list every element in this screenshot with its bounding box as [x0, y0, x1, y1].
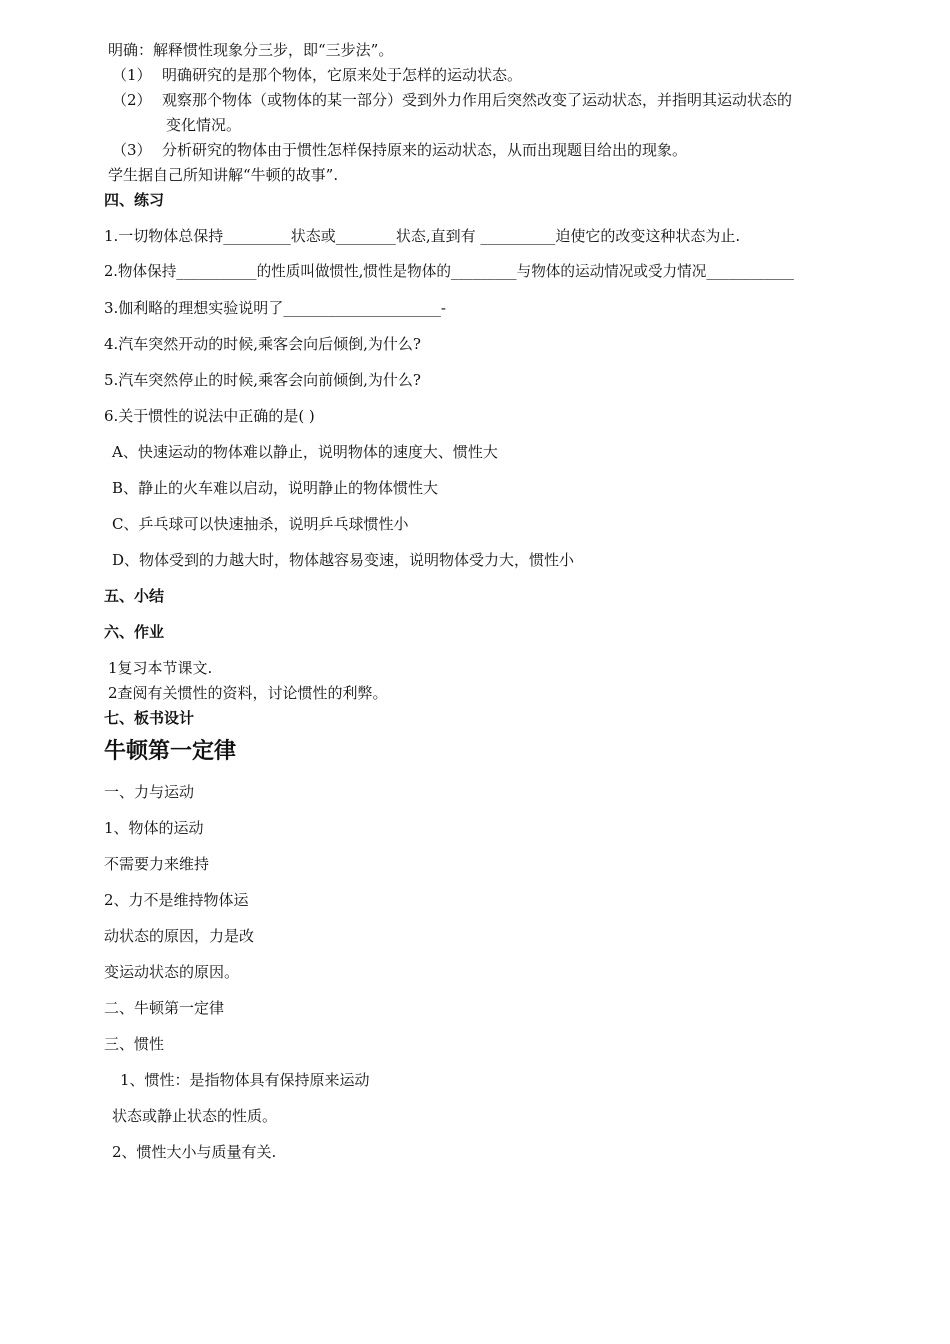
board-line: 一、力与运动	[104, 783, 195, 801]
homework-heading: 六、作业	[104, 623, 165, 641]
student-activity: 学生据自己所知讲解“牛顿的故事”.	[108, 166, 339, 184]
practice-question-5: 5.汽车突然停止的时候,乘客会向前倾倒,为什么?	[104, 371, 421, 389]
option-d: D、物体受到的力越大时，物体越容易变速，说明物体受力大，惯性小	[112, 551, 575, 569]
option-c: C、乒乓球可以快速抽杀，说明乒乓球惯性小	[112, 515, 409, 533]
board-line: 动状态的原因，力是改	[104, 927, 255, 945]
step-3	[112, 140, 687, 160]
board-line: 1、惯性：是指物体具有保持原来运动	[120, 1071, 370, 1089]
step-number: （3）	[112, 141, 152, 159]
step-1	[112, 65, 522, 85]
step-text: 明确研究的是那个物体，它原来处于怎样的运动状态。	[162, 66, 523, 84]
board-heading: 七、板书设计	[104, 709, 195, 727]
step-2-continuation: 变化情况。	[166, 116, 242, 134]
homework-item-1: 1复习本节课文.	[108, 659, 213, 677]
board-line: 状态或静止状态的性质。	[112, 1107, 278, 1125]
homework-item-2: 2查阅有关惯性的资料，讨论惯性的利弊。	[108, 684, 388, 702]
step-number: （1）	[112, 66, 152, 84]
board-line: 三、惯性	[104, 1035, 165, 1053]
practice-question-6: 6.关于惯性的说法中正确的是( )	[104, 407, 315, 425]
practice-heading: 四、练习	[104, 191, 165, 209]
board-line: 2、力不是维持物体运	[104, 891, 249, 909]
practice-question-3: 3.伽利略的理想实验说明了_____________________-	[104, 299, 446, 317]
option-b: B、静止的火车难以启动，说明静止的物体惯性大	[112, 479, 439, 497]
practice-question-2: 2.物体保持___________的性质叫做惯性,惯性是物体的_________与物体的运动情况或受力情况____________	[104, 263, 794, 280]
board-line: 二、牛顿第一定律	[104, 999, 225, 1017]
summary-heading: 五、小结	[104, 587, 165, 605]
board-title: 牛顿第一定律	[104, 739, 237, 764]
practice-question-4: 4.汽车突然开动的时候,乘客会向后倾倒,为什么?	[104, 335, 421, 353]
intro-line: 明确：解释惯性现象分三步，即“三步法”。	[108, 41, 394, 59]
board-line: 变运动状态的原因。	[104, 963, 240, 981]
step-text: 分析研究的物体由于惯性怎样保持原来的运动状态，从而出现题目给出的现象。	[162, 141, 688, 159]
practice-question-1: 1.一切物体总保持_________状态或________状态,直到有 __________迫使它的改变这种状态为止.	[104, 227, 741, 245]
board-line: 2、惯性大小与质量有关.	[112, 1143, 277, 1161]
board-line: 不需要力来维持	[104, 855, 210, 873]
board-line: 1、物体的运动	[104, 819, 204, 837]
step-2	[112, 90, 792, 110]
step-number: （2）	[112, 91, 152, 109]
step-text: 观察那个物体（或物体的某一部分）受到外力作用后突然改变了运动状态，并指明其运动状态的	[162, 91, 793, 109]
option-a: A、快速运动的物体难以静止，说明物体的速度大、惯性大	[112, 443, 498, 461]
